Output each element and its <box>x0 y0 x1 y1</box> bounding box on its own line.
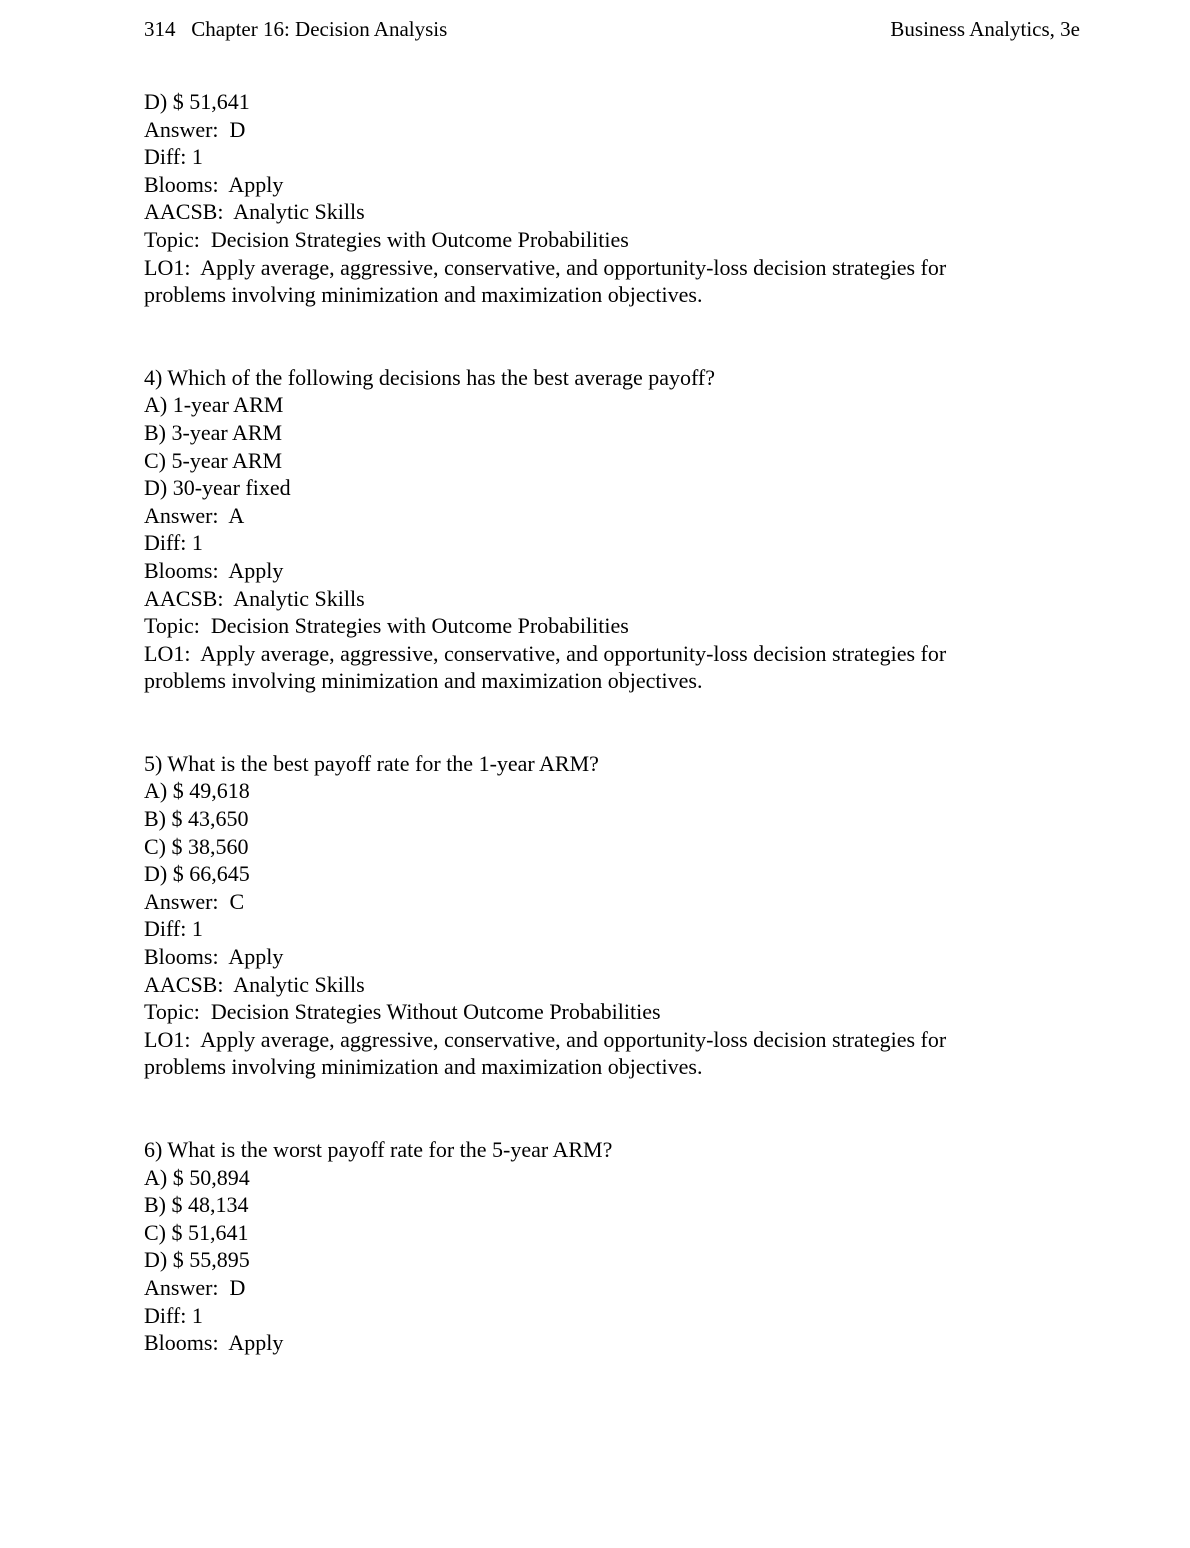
difficulty: Diff: 1 <box>144 530 203 556</box>
difficulty: Diff: 1 <box>144 144 203 170</box>
question-5 <box>144 750 1044 1081</box>
learning-objective-cont: problems involving minimization and maximization objectives. <box>144 282 703 308</box>
header-book-title: Business Analytics, 3e <box>890 17 1080 41</box>
learning-objective: LO1: Apply average, aggressive, conservative, and opportunity-loss decision strategies for <box>144 1026 947 1052</box>
option-d: D) 30-year fixed <box>144 475 291 501</box>
option-b: B) $ 43,650 <box>144 806 249 832</box>
topic: Topic: Decision Strategies Without Outcome Probabilities <box>144 999 661 1025</box>
page-header <box>144 14 1080 44</box>
question-text: 6) What is the worst payoff rate for the 5-year ARM? <box>144 1137 613 1162</box>
blooms: Blooms: Apply <box>144 171 284 197</box>
option-c: C) $ 51,641 <box>144 1219 249 1245</box>
blooms: Blooms: Apply <box>144 1330 284 1356</box>
option-a: A) $ 49,618 <box>144 778 250 804</box>
blooms: Blooms: Apply <box>144 944 284 970</box>
aacsb: AACSB: Analytic Skills <box>144 585 365 611</box>
answer: Answer: C <box>144 888 245 914</box>
aacsb: AACSB: Analytic Skills <box>144 971 365 997</box>
learning-objective: LO1: Apply average, aggressive, conservative, and opportunity-loss decision strategies for <box>144 640 947 666</box>
option-a: A) $ 50,894 <box>144 1164 250 1190</box>
question-text: 5) What is the best payoff rate for the 1-year ARM? <box>144 750 599 776</box>
option-d: D) $ 66,645 <box>144 861 250 887</box>
option-b: B) 3-year ARM <box>144 419 283 445</box>
page-content <box>144 88 1044 1357</box>
aacsb: AACSB: Analytic Skills <box>144 199 365 225</box>
option-d: D) $ 51,641 <box>144 89 250 114</box>
question-6 <box>144 1136 1044 1357</box>
learning-objective-cont: problems involving minimization and maximization objectives. <box>144 668 703 694</box>
option-b: B) $ 48,134 <box>144 1192 249 1218</box>
difficulty: Diff: 1 <box>144 916 203 942</box>
difficulty: Diff: 1 <box>144 1302 203 1328</box>
header-chapter: 314 Chapter 16: Decision Analysis <box>144 17 448 41</box>
answer: Answer: D <box>144 116 246 142</box>
question-4 <box>144 364 1044 695</box>
topic: Topic: Decision Strategies with Outcome Probabilities <box>144 226 629 252</box>
topic: Topic: Decision Strategies with Outcome Probabilities <box>144 613 629 639</box>
option-c: C) $ 38,560 <box>144 833 249 859</box>
answer: Answer: D <box>144 1274 246 1300</box>
question-3-continuation <box>144 88 1044 309</box>
option-c: C) 5-year ARM <box>144 447 283 473</box>
option-d: D) $ 55,895 <box>144 1247 250 1273</box>
learning-objective-cont: problems involving minimization and maximization objectives. <box>144 1054 703 1080</box>
learning-objective: LO1: Apply average, aggressive, conservative, and opportunity-loss decision strategies for <box>144 254 947 280</box>
blooms: Blooms: Apply <box>144 557 284 583</box>
option-a: A) 1-year ARM <box>144 392 284 418</box>
question-text: 4) Which of the following decisions has the best average payoff? <box>144 364 716 390</box>
answer: Answer: A <box>144 502 245 528</box>
